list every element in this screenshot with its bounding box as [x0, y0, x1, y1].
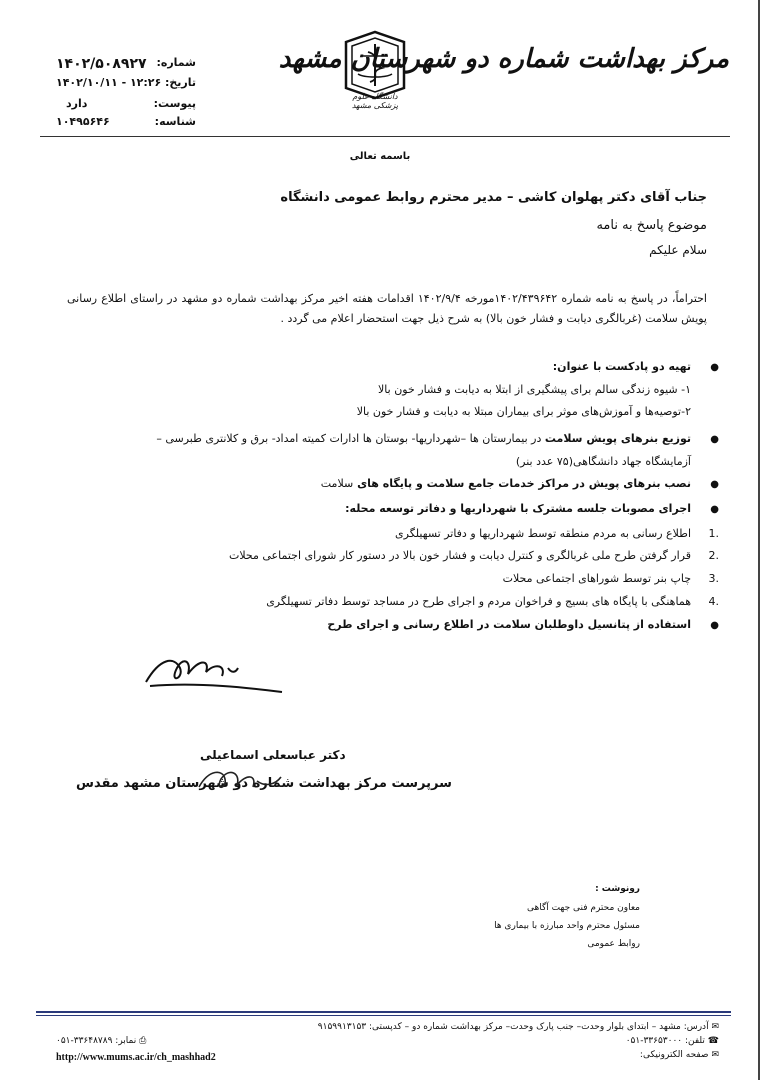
- fax-icon: ⎙: [139, 1036, 147, 1046]
- item4-sub2: قرار گرفتن طرح ملی غربالگری و کنترل دیابت و فشار خون بالا در دستور کار شورای اجتماعی محلات: [228, 549, 691, 562]
- footer-address: [318, 1022, 719, 1032]
- item5-title: استفاده از پتانسیل داوطلبان سلامت در اطلاع رسانی و اجرای طرح: [327, 618, 691, 631]
- bullet-icon: ●: [710, 362, 719, 373]
- recipient: جناب آقای دکتر پهلوان کاشی – مدیر محترم روابط عمومی دانشگاه: [280, 190, 707, 205]
- footer-email-text: صفحه الکترونیکی:: [639, 1050, 709, 1060]
- footer-phone: [626, 1036, 719, 1046]
- signatory-name: دکتر عباسعلی اسماعیلی: [200, 748, 346, 762]
- item1-sub1: ۱- شیوه زندگی سالم برای پیشگیری از ابتلا به دیابت و فشار خون بالا: [378, 383, 691, 396]
- footer-divider: [36, 1011, 731, 1013]
- item4-title: اجرای مصوبات جلسه مشترک با شهرداریها و دفاتر توسعه محله:: [345, 502, 691, 515]
- item1-sub2: ۲-توصیه‌ها و آموزش‌های موثر برای بیماران مبتلا به دیابت و فشار خون بالا: [356, 405, 691, 418]
- footer-divider-thin: [36, 1015, 731, 1016]
- letter-date-label: تاریخ:: [164, 76, 196, 89]
- action-list: [27, 0, 719, 700]
- item4-sub4: هماهنگی با پایگاه های بسیج و فراخوان مردم و اجرای طرح در مساجد توسط دفاتر تسهیلگری: [266, 595, 691, 608]
- signatory-title: سرپرست مرکز بهداشت شماره دو شهرستان مشهد مقدس: [76, 776, 452, 791]
- item2-line1: [156, 432, 691, 445]
- body-paragraph: احتراماً، در پاسخ به نامه شماره ۱۴۰۲/۴۳۹۶۴۲مورخه ۱۴۰۲/۹/۴ اقدامات هفته اخیر مرکز بهداشت شماره دو مشهد در راستای اطلاع رسانی پویش سلامت (غربالگری دیابت و فشار خون بالا) به شرح ذیل جهت استحضار اعلام می گردد .: [67, 292, 707, 325]
- item3: [321, 477, 691, 490]
- bullet-icon: ●: [710, 504, 719, 515]
- letter-id-value: ۱۰۴۹۵۶۴۶: [56, 115, 110, 128]
- letter-attachment-value: دارد: [66, 97, 88, 110]
- letter-attachment-label: پیوست:: [153, 97, 196, 110]
- footer-fax: [56, 1036, 146, 1046]
- greeting: سلام علیکم: [649, 243, 707, 257]
- item2-rest: در بیمارستان ها –شهرداریها- بوستان ها ادارات کمیته امداد- برق و کلانتری طبرسی –: [156, 432, 545, 445]
- subject: موضوع پاسخ به نامه: [596, 218, 707, 233]
- cc-line1: معاون محترم فنی جهت آگاهی: [526, 903, 640, 913]
- cc-line3: روابط عمومی: [587, 939, 640, 949]
- item4-num1: .1: [708, 527, 719, 540]
- item3-bold: نصب بنرهای پویش در مراکز خدمات جامع سلامت و پایگاه های: [353, 477, 691, 490]
- footer-address-text: آدرس: مشهد – ابتدای بلوار وحدت– جنب پارک وحدت– مرکز بهداشت شماره دو – کدپستی: ۹۱۵۹۹۱۳۱۵۳: [317, 1022, 709, 1032]
- item4-sub1: اطلاع رسانی به مردم منطقه توسط شهرداریها و دفاتر تسهیلگری: [395, 527, 691, 540]
- footer-phone-text: تلفن: ۳۳۶۵۳۰۰۰-۰۵۱: [625, 1036, 705, 1046]
- footer-email: [640, 1050, 719, 1060]
- item4-sub3: چاپ بنر توسط شوراهای اجتماعی محلات: [502, 572, 691, 585]
- logo-caption: دانشگاه علوم پزشکی مشهد: [351, 92, 399, 110]
- phone-icon: ☎: [707, 1036, 719, 1046]
- letter-id-label: شناسه:: [154, 115, 196, 128]
- footer-fax-text: نمابر: ۳۳۶۴۸۷۸۹-۰۵۱: [56, 1036, 137, 1046]
- email-icon: ✉: [711, 1050, 719, 1060]
- signature-overlay-icon: [195, 765, 285, 795]
- item2-line2: آزمایشگاه جهاد دانشگاهی(۷۵ عدد بنر): [515, 455, 691, 468]
- letter-number-label: شماره:: [156, 56, 196, 69]
- item4-num4: .4: [708, 595, 719, 608]
- bullet-icon: ●: [710, 434, 719, 445]
- mail-icon: ✉: [711, 1022, 719, 1032]
- item1-title: تهیه دو پادکست با عنوان:: [552, 360, 691, 373]
- item4-num3: .3: [708, 572, 719, 585]
- cc-heading: رونوشت :: [595, 884, 640, 894]
- letter-date-value: ۱۴۰۲/۱۰/۱۱ - ۱۲:۲۶: [56, 76, 162, 89]
- letter-number-value: ۱۴۰۲/۵۰۸۹۲۷: [56, 56, 147, 72]
- cc-line2: مسئول محترم واحد مبارزه با بیماری ها: [494, 921, 640, 931]
- bullet-icon: ●: [710, 479, 719, 490]
- signature-scribble-icon: [140, 648, 290, 698]
- org-title: مرکز بهداشت شماره دو شهرستان مشهد: [278, 44, 729, 74]
- item3-rest: سلامت: [320, 477, 354, 490]
- bullet-icon: ●: [710, 620, 719, 631]
- item4-num2: .2: [708, 549, 719, 562]
- footer-website[interactable]: http://www.mums.ac.ir/ch_mashhad2: [56, 1052, 216, 1063]
- item2-bold: توزیع بنرهای پویش سلامت: [544, 432, 691, 445]
- bismillah: باسمه تعالی: [349, 151, 411, 162]
